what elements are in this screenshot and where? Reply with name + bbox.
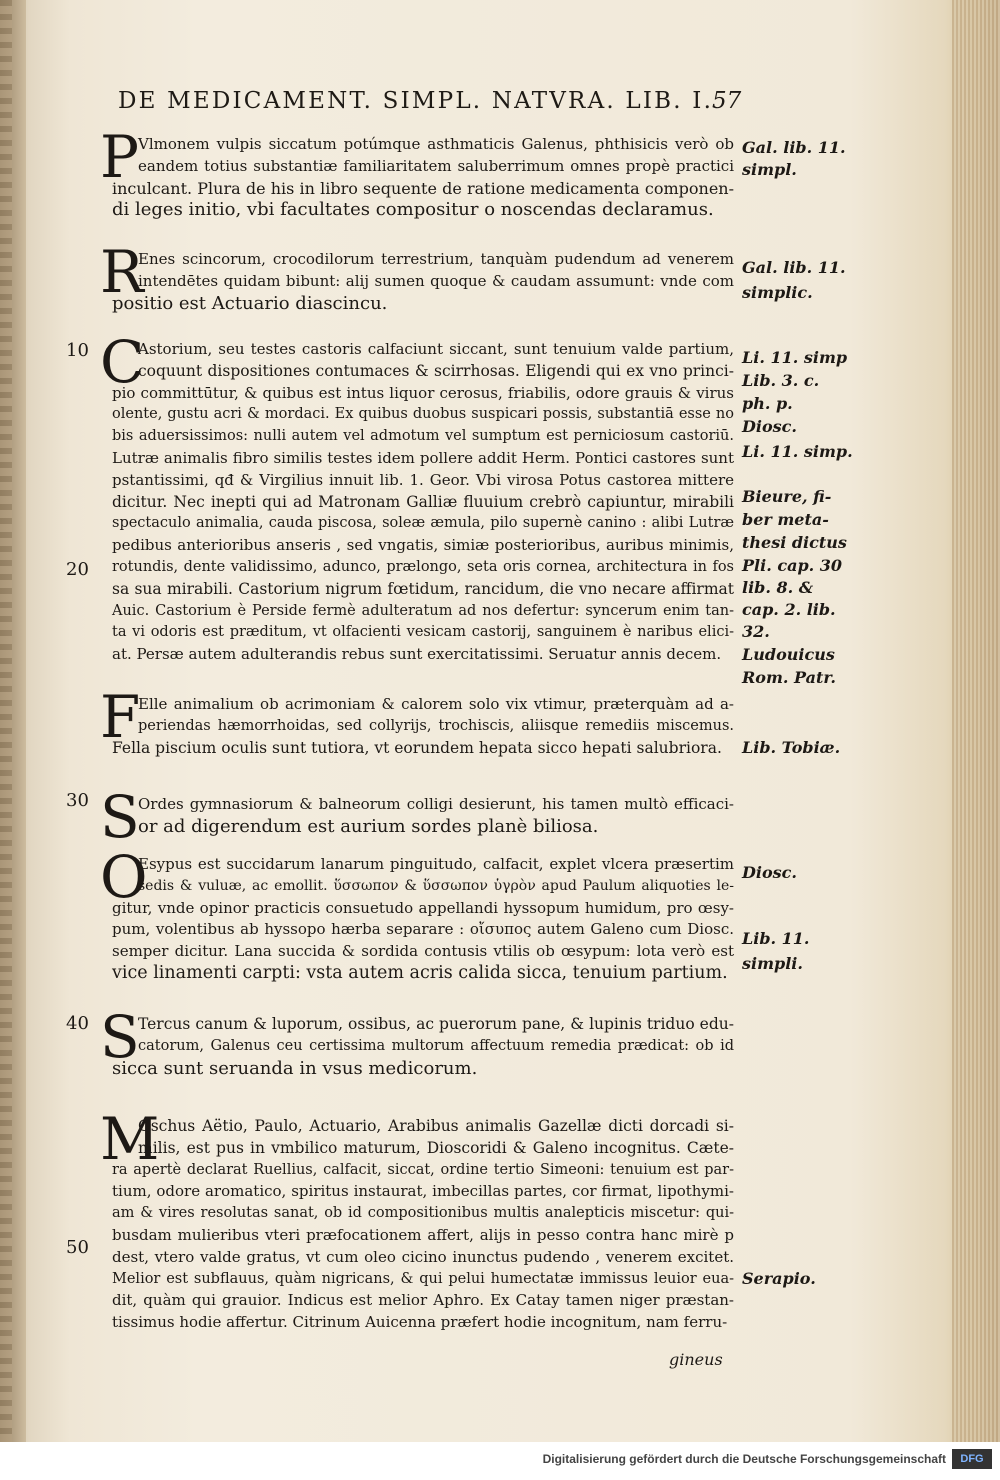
- marginal-note: Gal. lib. 11.: [742, 258, 846, 277]
- text-line: Enes scincorum, crocodilorum terrestrium, tanquàm pudendum ad venerem: [138, 250, 734, 268]
- left-page-edge: [0, 0, 12, 1442]
- page-number: 57: [712, 88, 742, 114]
- marginal-note: thesi dictus: [742, 533, 847, 552]
- dfg-logo-icon: DFG: [952, 1449, 992, 1469]
- marginal-note: Diosc.: [742, 863, 797, 882]
- marginal-note: simplic.: [742, 283, 813, 302]
- marginal-note: simpl.: [742, 160, 797, 179]
- text-line: gitur, vnde opinor practicis consuetudo appellandi hyssopum humidum, pro œsy-: [112, 898, 734, 917]
- marginal-note: Serapio.: [742, 1269, 816, 1288]
- catchword: gineus: [669, 1350, 723, 1369]
- marginal-note: Lib. 11.: [742, 929, 810, 948]
- drop-cap: P: [100, 123, 140, 191]
- marginal-note: ph. p.: [742, 394, 793, 413]
- paragraph: [100, 683, 734, 759]
- marginal-note: Lib. Tobiæ.: [742, 738, 841, 757]
- line-number: 50: [66, 1237, 89, 1258]
- marginal-note: Bieure, fi-: [742, 487, 832, 506]
- text-line: catorum, Galenus ceu certissima multorum affectuum remedia prædicat: ob id: [138, 1037, 734, 1054]
- text-line: sicca sunt seruanda in vsus medicorum.: [112, 1057, 478, 1079]
- text-line: ta vi odoris est præditum, vt olfacienti vesicam castorij, sanguinem è naribus elici-: [112, 624, 734, 641]
- text-line: periendas hæmorrhoidas, sed collyrijs, trochiscis, aliisque remediis miscemus.: [138, 717, 734, 734]
- text-line: milis, est pus in vmbilico maturum, Dioscoridi & Galeno incognitus. Cæte-: [138, 1138, 734, 1157]
- marginal-note: 32.: [742, 622, 770, 641]
- text-line: Fella piscium oculis sunt tutiora, vt eorundem hepata sicco hepati salubriora.: [112, 738, 722, 757]
- drop-cap: F: [100, 683, 141, 751]
- text-line: pstantissimi, qđ & Virgilius innuit lib. 1. Geor. Vbi virosa Potus castorea mittere: [112, 470, 734, 489]
- line-number: 30: [66, 790, 89, 811]
- text-line: sa sua mirabili. Castorium nigrum fœtidum, rancidum, die vno necare affirmat: [112, 579, 734, 598]
- marginal-note: Li. 11. simp: [742, 348, 848, 367]
- text-line: Astorium, seu testes castoris calfaciunt siccant, sunt tenuium valde partium,: [138, 340, 734, 358]
- text-line: inculcant. Plura de his in libro sequente de ratione medicamenta componen-: [112, 178, 734, 198]
- marginal-note: lib. 8. &: [742, 578, 814, 597]
- marginal-note: cap. 2. lib.: [742, 600, 836, 619]
- marginal-note: ber meta-: [742, 510, 829, 529]
- text-line: at. Persæ autem adulterandis rebus sunt exercitatissimi. Seruatur annis decem.: [112, 645, 722, 664]
- page-edges: [952, 0, 1000, 1442]
- text-line: Tercus canum & luporum, ossibus, ac puerorum pane, & lupinis triduo edu-: [138, 1015, 734, 1033]
- drop-cap: S: [100, 1003, 140, 1071]
- text-line: bis aduersissimos: nulli autem vel admotum vel sumptum est perniciosum castoriū.: [112, 428, 734, 445]
- text-line: vice linamenti carpti: vsta autem acris calida sicca, tenuium partium.: [112, 962, 728, 983]
- text-line: tium, odore aromatico, spiritus instaurat, imbecillas partes, cor firmat, lipothymi-: [112, 1182, 734, 1201]
- marginal-note: Rom. Patr.: [742, 668, 836, 687]
- paragraph: [100, 123, 734, 221]
- text-line: spectaculo animalia, cauda piscosa, soleæ æmula, pilo supernè canino : alibi Lutræ: [112, 515, 734, 532]
- text-line: di leges initio, vbi facultates compositur o noscendas declaramus.: [112, 199, 714, 221]
- drop-cap: O: [100, 843, 148, 911]
- text-line: Vlmonem vulpis siccatum potúmque asthmaticis Galenus, phthisicis verò ob: [138, 135, 734, 153]
- paragraph: [100, 783, 734, 851]
- text-line: coquunt dispositiones contumaces & scirrhosas. Eligendi qui ex vno princi-: [138, 361, 734, 380]
- text-line: Ordes gymnasiorum & balneorum colligi desierunt, his tamen multò efficaci-: [138, 795, 734, 813]
- text-line: pedibus anterioribus anseris , sed vngatis, simiæ posterioribus, auribus minimis,: [112, 536, 734, 555]
- drop-cap: S: [100, 783, 140, 851]
- paragraph: [100, 1105, 734, 1334]
- text-line: or ad digerendum est aurium sordes planè biliosa.: [138, 815, 599, 837]
- marginal-note: Li. 11. simp.: [742, 442, 853, 461]
- text-line: Melior est subflauus, quàm nigricans, & qui pelui humectatæ immissus leuior eua-: [112, 1270, 734, 1287]
- paragraph: [100, 843, 734, 985]
- text-line: positio est Actuario diascincu.: [112, 292, 388, 314]
- text-line: Esypus est succidarum lanarum pinguitudo, calfacit, explet vlcera præsertim: [138, 855, 734, 873]
- paragraph: [100, 1003, 734, 1079]
- running-head: DE MEDICAMENT. SIMPL. NATVRA. LIB. I.: [118, 88, 714, 114]
- line-number: 40: [66, 1013, 89, 1034]
- marginal-note: simpli.: [742, 954, 803, 973]
- footer-credit: Digitalisierung gefördert durch die Deutsche Forschungsgemeinschaft: [542, 1452, 946, 1466]
- drop-cap: M: [100, 1105, 160, 1173]
- text-line: rotundis, dente validissimo, adunco, prælongo, seta oris cornea, architectura in fos: [112, 558, 734, 575]
- text-line: sedis & vuluæ, ac emollit. ὕσσωπον & ὕσσωπον ὑγρὸν apud Paulum aliquoties le-: [138, 877, 734, 894]
- text-line: dest, vtero valde gratus, vt cum oleo cicino inunctus pudendo , venerem excitet.: [112, 1247, 734, 1266]
- text-line: busdam mulieribus vteri præfocationem affert, alijs in pesso contra hanc mirè p: [112, 1225, 734, 1244]
- text-line: intendētes quidam bibunt: alij sumen quoque & caudam assumunt: vnde com: [138, 271, 734, 290]
- marginal-note: Gal. lib. 11.: [742, 138, 846, 157]
- text-line: Oschus Aëtio, Paulo, Actuario, Arabibus animalis Gazellæ dicti dorcadi si-: [138, 1117, 734, 1135]
- text-line: eandem totius substantiæ familiaritatem saluberrimum omnes propè practici: [138, 156, 734, 175]
- paragraph: [100, 328, 734, 666]
- text-line: dit, quàm qui grauior. Indicus est melior Aphro. Ex Catay tamen niger præstan-: [112, 1291, 734, 1310]
- footer-bar: [0, 1442, 1000, 1480]
- text-line: Auic. Castorium è Perside fermè adulteratum ad nos defertur: syncerum enim tan-: [112, 602, 734, 619]
- text-line: Elle animalium ob acrimoniam & calorem solo vix vtimur, præterquàm ad a-: [138, 695, 734, 713]
- marginal-note: Pli. cap. 30: [742, 556, 843, 575]
- text-line: semper dicitur. Lana succida & sordida contusis vtilis ob œsypum: lota verò est: [112, 942, 734, 961]
- marginal-note: Lib. 3. c.: [742, 371, 820, 390]
- text-line: tissimus hodie affertur. Citrinum Auicenna præfert hodie incognitum, nam ferru-: [112, 1313, 728, 1332]
- text-line: pum, volentibus ab hyssopo hærba separare : οἴσυπος autem Galeno cum Diosc.: [112, 920, 734, 939]
- text-line: olente, gustu acri & mordaci. Ex quibus duobus suspicari possis, substantiā esse no: [112, 406, 734, 423]
- text-line: dicitur. Nec inepti qui ad Matronam Galliæ fluuium crebrò capiuntur, mirabili: [112, 492, 734, 511]
- marginal-note: Ludouicus: [742, 645, 835, 664]
- text-line: am & vires resolutas sanat, ob id compositionibus multis analepticis miscetur: qui-: [112, 1205, 734, 1222]
- marginal-note: Diosc.: [742, 417, 797, 436]
- drop-cap: R: [100, 238, 144, 306]
- paragraph: [100, 238, 734, 314]
- line-number: 10: [66, 340, 89, 361]
- line-number: 20: [66, 559, 89, 580]
- text-line: Lutræ animalis fibro similis testes idem pollere addit Herm. Pontici castores sunt: [112, 448, 734, 467]
- drop-cap: C: [100, 328, 145, 396]
- text-line: ra apertè declarat Ruellius, calfacit, siccat, ordine tertio Simeoni: tenuium est par-: [112, 1161, 734, 1178]
- text-line: pio committūtur, & quibus est intus liquor cerosus, friabilis, odore grauis & virus: [112, 383, 734, 402]
